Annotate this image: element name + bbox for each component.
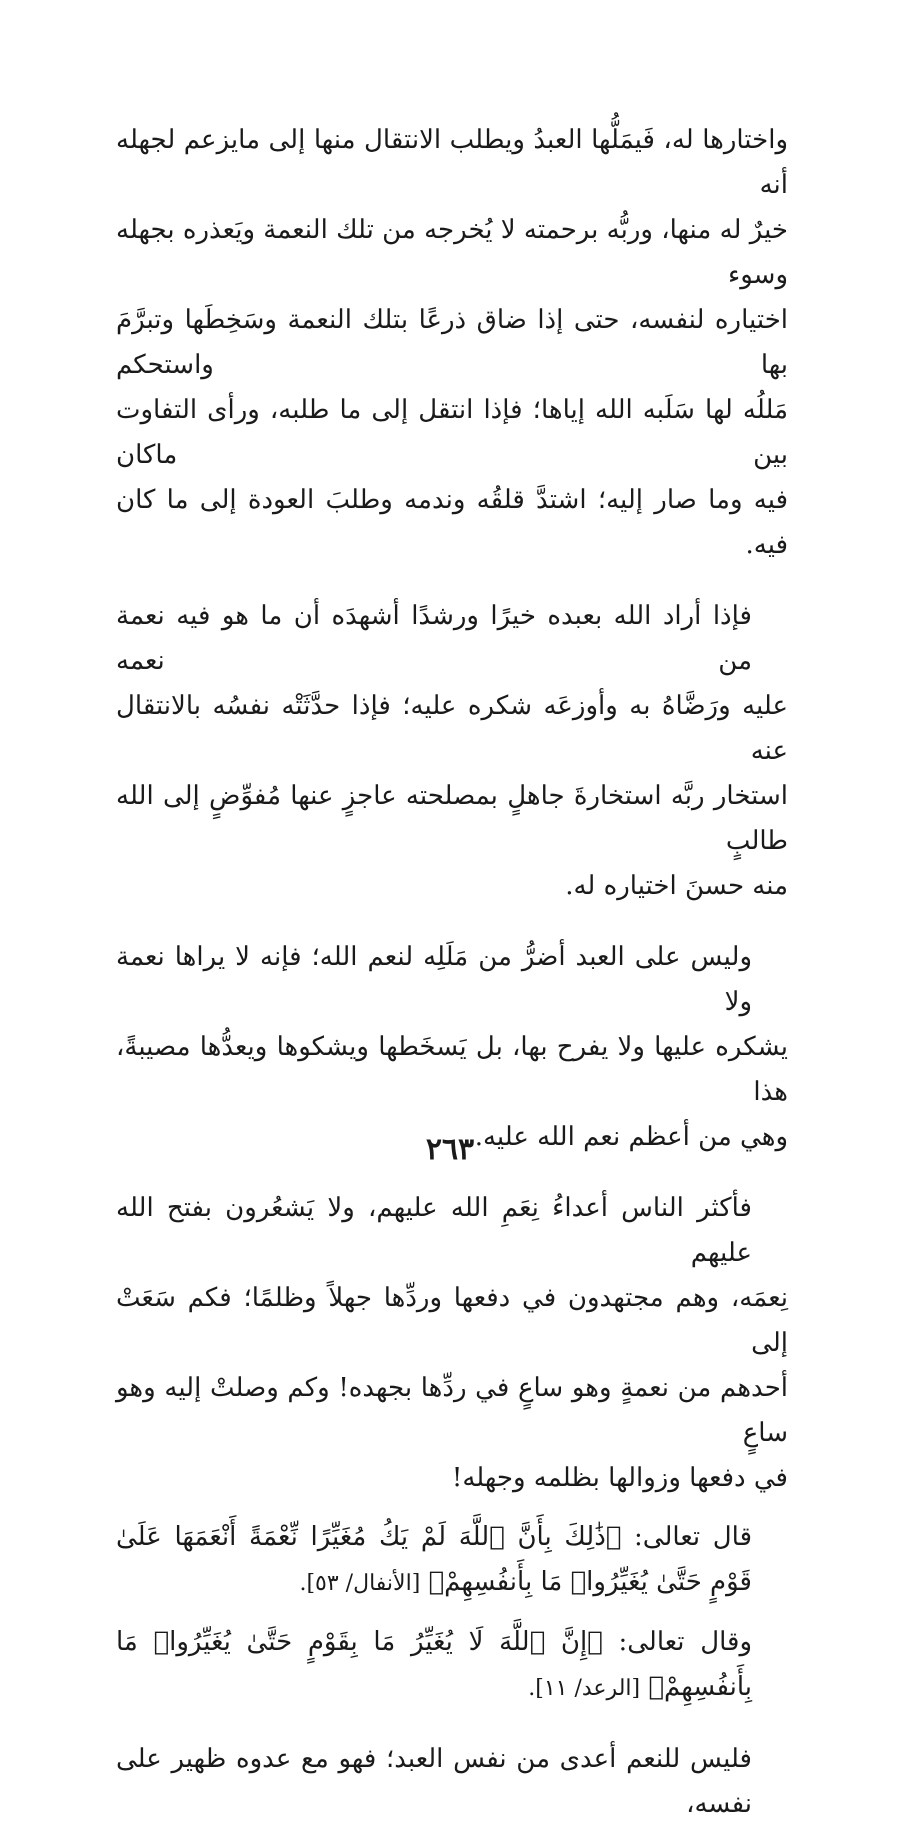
text-line: خيرٌ له منها، وربُّه برحمته لا يُخرجه من تلك النعمة ويَعذره بجهله وسوء — [116, 215, 788, 290]
paragraph-3 — [116, 935, 788, 1160]
text-line: منه حسنَ اختياره له. — [565, 871, 788, 901]
paragraph-closing — [116, 1737, 788, 1827]
text-line: فأكثر الناس أعداءُ نِعَمِ الله عليهم، ولا يَشعُرون بفتح الله عليهم — [116, 1193, 752, 1268]
text-line: نِعمَه، وهم مجتهدون في دفعها وردِّها جهلاً وظلمًا؛ فكم سَعَتْ إلى — [116, 1283, 788, 1358]
text-line: يشكره عليها ولا يفرح بها، بل يَسخَطها ويشكوها ويعدُّها مصيبةً، هذا — [116, 1032, 788, 1107]
quran-verse: ﴿إِنَّ ٱللَّهَ لَا يُغَيِّرُ مَا بِقَوْمٍ حَتَّىٰ يُغَيِّرُوا۟ مَا بِأَنفُسِهِمْ﴾ — [116, 1627, 752, 1702]
text-line: فيه وما صار إليه؛ اشتدَّ قلقُه وندمه وطلبَ العودة إلى ما كان فيه. — [116, 485, 788, 560]
quran-verse: ﴿ذَٰلِكَ بِأَنَّ ٱللَّهَ لَمْ يَكُ مُغَيِّرًا نِّعْمَةً أَنْعَمَهَا عَلَىٰ قَوْمٍ حَتَّىٰ يُغَيِّرُوا۟ مَا بِأَنفُسِهِمْ﴾ — [116, 1522, 752, 1597]
text-line: عليه ورَضَّاهُ به وأوزعَه شكره عليه؛ فإذا حدَّثَتْه نفسُه بالانتقال عنه — [116, 691, 788, 766]
verse-reference: [الرعد/ ١١]. — [528, 1676, 641, 1701]
text-line: وهي من أعظم نعم الله عليه. — [474, 1122, 788, 1152]
verse-reference: [الأنفال/ ٥٣]. — [299, 1571, 421, 1596]
verse-block-2 — [116, 1620, 788, 1711]
text-line: وليس على العبد أضرُّ من مَلَلِه لنعم الله؛ فإنه لا يراها نعمة ولا — [116, 942, 752, 1017]
page-body — [116, 118, 788, 1827]
text-line: أحدهم من نعمةٍ وهو ساعٍ في ردِّها بجهده! وكم وصلتْ إليه وهو ساعٍ — [116, 1373, 788, 1448]
text-line: في دفعها وزوالها بظلمه وجهله! — [451, 1463, 788, 1493]
text-line: فإذا أراد الله بعبده خيرًا ورشدًا أشهدَه أن ما هو فيه نعمة من نعمه — [116, 601, 752, 676]
text-line: اختياره لنفسه، حتى إذا ضاق ذرعًا بتلك النعمة وسَخِطَها وتبرَّمَ بها واستحكم — [116, 305, 788, 380]
paragraph-4 — [116, 1186, 788, 1501]
text-line: مَللُه لها سَلَبه الله إياها؛ فإذا انتقل إلى ما طلبه، ورأى التفاوت بين ماكان — [116, 395, 788, 470]
verse-block-1 — [116, 1515, 788, 1606]
verse-intro: وقال تعالى: — [618, 1627, 752, 1657]
text-line: فليس للنعم أعدى من نفس العبد؛ فهو مع عدوه ظهير على نفسه، — [116, 1744, 752, 1819]
verse-intro: قال تعالى: — [634, 1522, 753, 1552]
page-number: ٢٦٣ — [425, 1132, 475, 1167]
paragraph-1 — [116, 118, 788, 568]
text-line: استخار ربَّه استخارةَ جاهلٍ بمصلحته عاجزٍ عنها مُفوِّضٍ إلى الله طالبٍ — [116, 781, 788, 856]
text-line: واختارها له، فَيمَلُّها العبدُ ويطلب الانتقال منها إلى مايزعم لجهله أنه — [116, 125, 788, 200]
paragraph-2 — [116, 594, 788, 909]
